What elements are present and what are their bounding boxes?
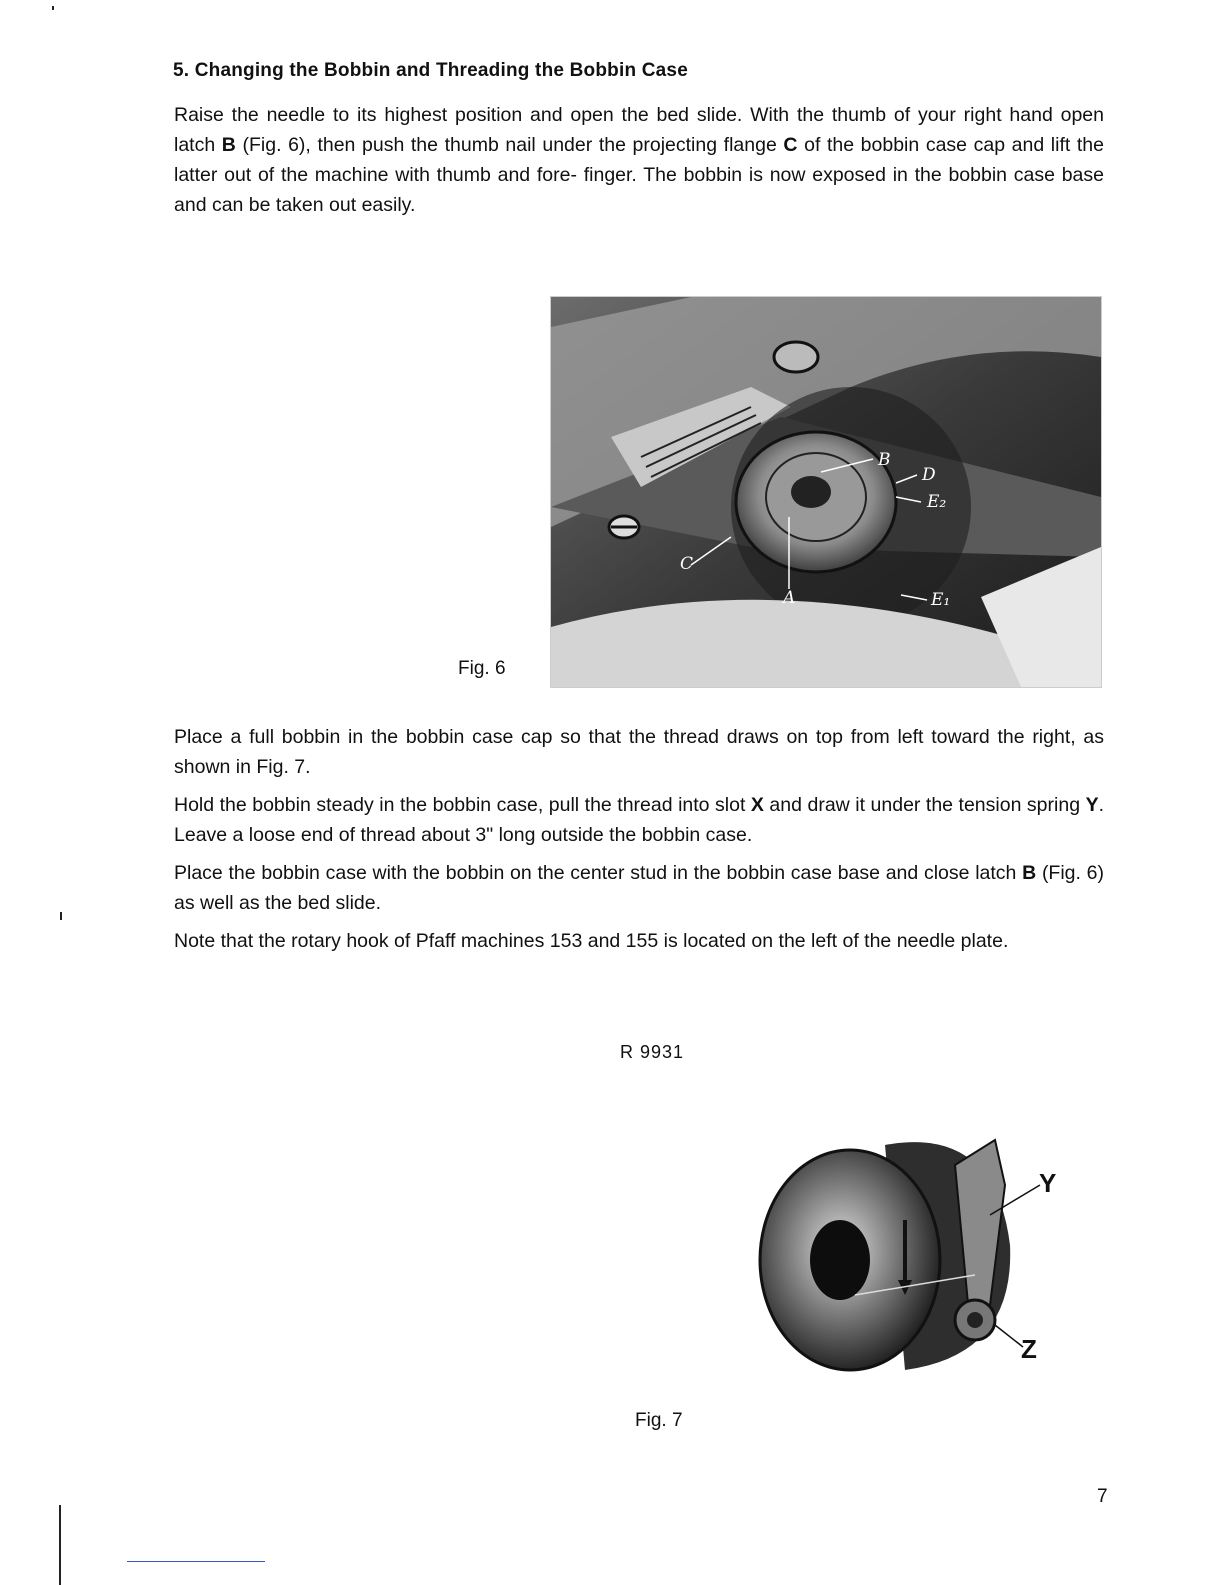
slot-label: X [750,794,764,816]
figure-7-label-y: Y [1039,1168,1057,1198]
figure-6-label-d: D [922,465,936,485]
figure-7-photo [755,1125,1075,1395]
figure-7-caption: Fig. 7 [635,1410,683,1431]
paragraph-text: Hold the bobbin steady in the bobbin case, pull the thread into slot [174,794,751,816]
figure-6-photo [550,296,1102,688]
figure-6-label-e1: E₁ [931,590,951,610]
paragraph-intro [174,100,1104,220]
figure-6-caption: Fig. 6 [458,658,506,679]
bobbin-case-illustration [551,297,1101,687]
figure-6-label-e2: E₂ [927,492,947,512]
paragraph-text: and draw it under the tension spring [763,794,1086,816]
scan-mark [59,1505,61,1585]
paragraph-text: (Fig. 6), then push the thumb nail under the projecting flange [235,134,784,156]
paragraph-text: of the bobbin case cap and lift the latter out of the machine with thumb and fore- finger. The bobbin is now exposed in the bobbin case base and can be taken out easily. [174,134,1105,216]
scan-mark [52,6,54,10]
page-number: 7 [1097,1486,1108,1507]
paragraph-text: . Leave a loose end of thread about 3" long outside the bobbin case. [174,794,1104,846]
latch-label: B [1022,862,1037,884]
footer-line [127,1561,265,1562]
paragraph-place-bobbin: Place a full bobbin in the bobbin case cap so that the thread draws on top from left toward the right, as shown in Fig. 7. [174,726,1104,778]
scan-mark [60,912,62,920]
flange-label: C [783,134,798,156]
paragraph-place-case [174,858,1104,918]
figure-7-label-z: Z [1021,1334,1037,1364]
figure-6-label-a: A [783,588,796,608]
bobbin-illustration [755,1125,1075,1395]
paragraph-text: Raise the needle to its highest position and open the bed slide. With the thumb of your right hand open latch [174,104,1104,156]
paragraph-text: Place the bobbin case with the bobbin on the center stud in the bobbin case base and close latch [174,862,1023,884]
latch-label: B [221,134,236,156]
spring-label: Y [1085,794,1099,816]
figure-6-label-b: B [878,450,891,470]
paragraph-note: Note that the rotary hook of Pfaff machines 153 and 155 is located on the left of the needle plate. [174,930,1009,952]
section-heading: 5. Changing the Bobbin and Threading the Bobbin Case [173,60,688,81]
figure-6-label-c: C [680,554,694,574]
paragraph-hold-bobbin [174,790,1104,850]
reference-code: R 9931 [620,1042,685,1062]
paragraph-text: (Fig. 6) as well as the bed slide. [174,862,1105,914]
